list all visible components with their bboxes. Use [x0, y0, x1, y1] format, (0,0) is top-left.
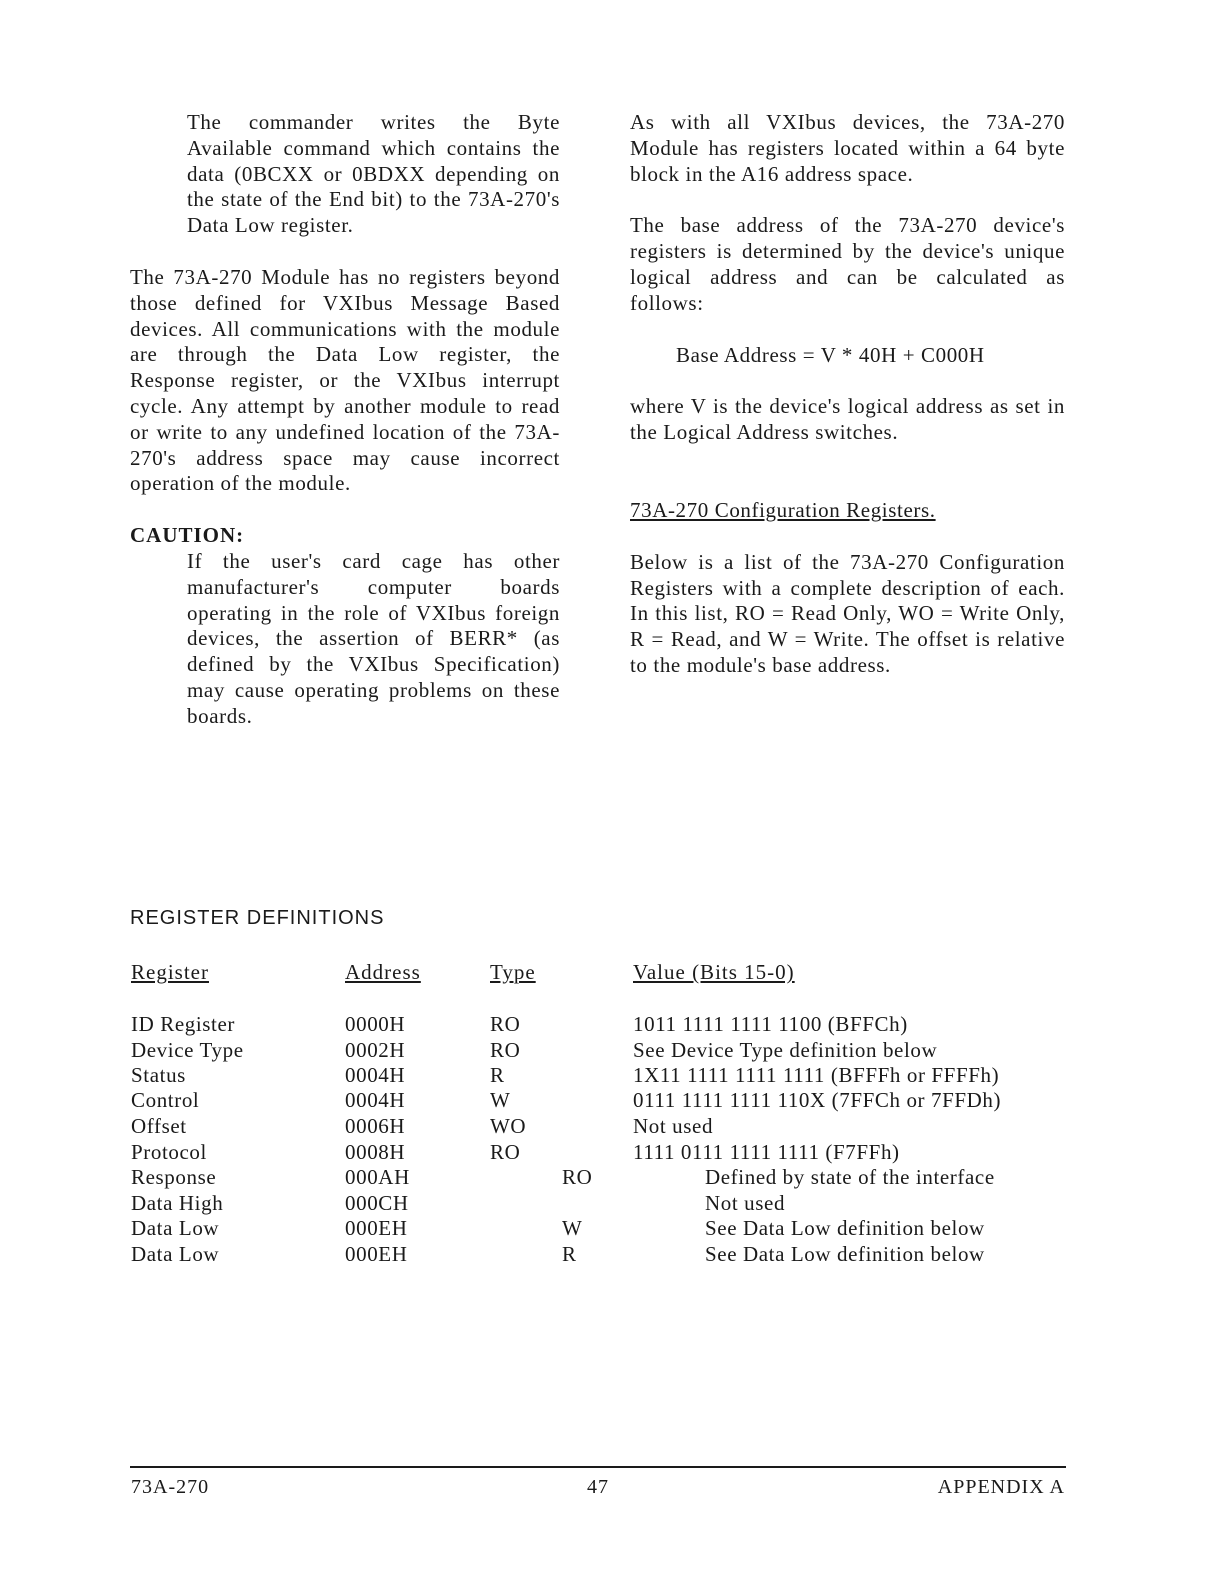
- register-column-header: Register: [131, 960, 209, 984]
- register-cell: Status: [131, 1063, 186, 1087]
- address-cell: 0006H: [345, 1114, 406, 1138]
- address-cell: 000CH: [345, 1191, 409, 1215]
- type-cell: WO: [490, 1114, 527, 1138]
- table-row: [0, 1012, 1221, 1038]
- value-cell: Defined by state of the interface: [705, 1165, 995, 1189]
- footer-section: APPENDIX A: [937, 1476, 1065, 1498]
- address-cell: 000EH: [345, 1242, 408, 1266]
- type-cell: RO: [490, 1140, 521, 1164]
- table-row: [0, 1140, 1221, 1166]
- value-column-header: Value (Bits 15-0): [633, 960, 795, 984]
- register-cell: Protocol: [131, 1140, 207, 1164]
- register-cell: Data Low: [131, 1216, 220, 1240]
- value-cell: 0111 1111 1111 110X (7FFCh or 7FFDh): [633, 1088, 1002, 1112]
- caution-heading: CAUTION:: [130, 523, 245, 548]
- table-row: [0, 1165, 1221, 1191]
- register-cell: ID Register: [131, 1012, 235, 1036]
- address-cell: 0000H: [345, 1012, 406, 1036]
- type-column-header: Type: [490, 960, 536, 984]
- address-cell: 000AH: [345, 1165, 410, 1189]
- type-cell: W: [490, 1088, 511, 1112]
- address-cell: 0004H: [345, 1063, 406, 1087]
- table-row: [0, 1191, 1221, 1217]
- table-row: [0, 1063, 1221, 1089]
- register-cell: Data High: [131, 1191, 224, 1215]
- register-definitions-title: REGISTER DEFINITIONS: [130, 907, 385, 929]
- type-cell: RO: [562, 1165, 593, 1189]
- value-cell: 1011 1111 1111 1100 (BFFCh): [633, 1012, 908, 1036]
- table-row: [0, 1038, 1221, 1064]
- footer-document-id: 73A-270: [131, 1476, 210, 1498]
- base-address-paragraph: The base address of the 73A-270 device's registers is determined by the device's unique logical address and can be calculated as follows:: [630, 213, 1065, 315]
- logical-address-paragraph: where V is the device's logical address as set in the Logical Address switches.: [630, 394, 1065, 445]
- configuration-registers-heading: 73A-270 Configuration Registers.: [630, 497, 936, 522]
- register-cell: Response: [131, 1165, 217, 1189]
- value-cell: 1111 0111 1111 1111 (F7FFh): [633, 1140, 900, 1164]
- value-cell: Not used: [705, 1191, 786, 1215]
- right-column: [630, 110, 1065, 679]
- page-number: 47: [587, 1476, 609, 1498]
- address-cell: 000EH: [345, 1216, 408, 1240]
- configuration-registers-paragraph: Below is a list of the 73A-270 Configuration Registers with a complete description of each. In this list, RO = Read Only, WO = Write Only, R = Read, and W = Write. The offset is relative to the module's base address.: [630, 549, 1065, 677]
- byte-available-paragraph: The commander writes the Byte Available command which contains the data (0BCXX or 0BDXX depending on the state of the End bit) to the 73A-270's Data Low register.: [187, 110, 560, 238]
- type-cell: W: [562, 1216, 583, 1240]
- register-cell: Control: [131, 1088, 200, 1112]
- registers-paragraph: The 73A-270 Module has no registers beyond those defined for VXIbus Message Based devices. All communications with the module are through the Data Low register, the Response register, or the VXIbus interrupt cycle. Any attempt by another module to read or write to any undefined location of the 73A-270's address space may cause incorrect operation of the module.: [130, 264, 560, 496]
- type-cell: R: [490, 1063, 505, 1087]
- caution-paragraph: If the user's card cage has other manufacturer's computer boards operating in the role of VXIbus foreign devices, the assertion of BERR* (as defined by the VXIbus Specification) may cause operating problems on these boards.: [187, 548, 560, 728]
- type-cell: R: [562, 1242, 577, 1266]
- value-cell: See Data Low definition below: [705, 1216, 985, 1240]
- address-column-header: Address: [345, 960, 421, 984]
- register-cell: Offset: [131, 1114, 187, 1138]
- left-column: [130, 110, 560, 730]
- type-cell: RO: [490, 1012, 521, 1036]
- value-cell: See Data Low definition below: [705, 1242, 985, 1266]
- register-cell: Device Type: [131, 1038, 244, 1062]
- vxibus-devices-paragraph: As with all VXIbus devices, the 73A-270 Module has registers located within a 64 byte block in the A16 address space.: [630, 110, 1065, 186]
- address-cell: 0002H: [345, 1038, 406, 1062]
- address-cell: 0004H: [345, 1088, 406, 1112]
- register-cell: Data Low: [131, 1242, 220, 1266]
- table-row: [0, 1114, 1221, 1140]
- address-cell: 0008H: [345, 1140, 406, 1164]
- type-cell: RO: [490, 1038, 521, 1062]
- value-cell: Not used: [633, 1114, 714, 1138]
- table-row: [0, 1242, 1221, 1268]
- value-cell: 1X11 1111 1111 1111 (BFFFh or FFFFh): [633, 1063, 1000, 1087]
- table-row: [0, 1216, 1221, 1242]
- base-address-formula: Base Address = V * 40H + C000H: [676, 342, 985, 367]
- value-cell: See Device Type definition below: [633, 1038, 938, 1062]
- table-row: [0, 1088, 1221, 1114]
- footer-divider: [130, 1466, 1066, 1468]
